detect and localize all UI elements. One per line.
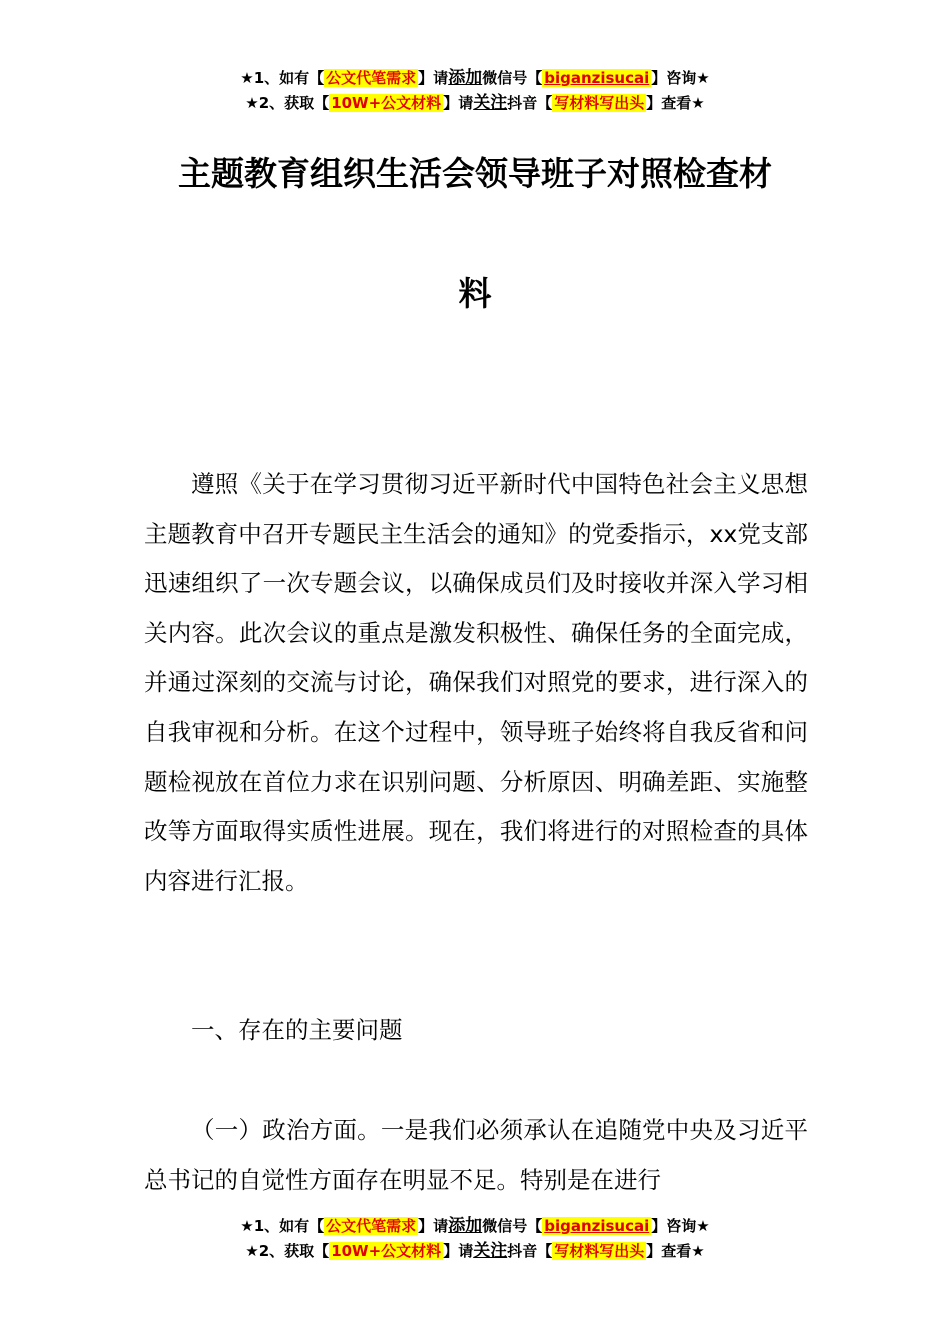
- intro-paragraph: 遵照《关于在学习贯彻习近平新时代中国特色社会主义思想主题教育中召开专题民主生活会的通知》的党委指示，xx党支部迅速组织了一次专题会议，以确保成员们及时接收并深入学习相关内容。此次会议的重点是激发积极性、确保任务的全面完成，并通过深刻的交流与讨论，确保我们对照党的要求，进行深入的自我审视和分析。在这个过程中，领导班子始终将自我反省和问题检视放在首位力求在识别问题、分析原因、明确差距、实施整改等方面取得实质性进展。现在，我们将进行的对照检查的具体内容进行汇报。: [144, 470, 808, 895]
- wechat-id-link[interactable]: biganzisucai: [544, 1217, 650, 1235]
- highlight-writing-service: 公文代笔需求: [326, 1217, 417, 1235]
- footer-banner-line-2: ★2、获取【 10W+公文材料 】请关注抖音【 写材料写出头 】查看★: [245, 1241, 705, 1261]
- emphasis-follow: 关注: [473, 93, 508, 113]
- section-heading: 一、存在的主要问题: [191, 1016, 403, 1044]
- emphasis-add: 添加: [448, 1216, 483, 1236]
- emphasis-add: 添加: [448, 68, 483, 88]
- banner-line-2: ★2、获取【 10W+公文材料 】请关注抖音【 写材料写出头 】查看★: [245, 93, 705, 113]
- douyin-account-highlight: 写材料写出头: [554, 1242, 645, 1260]
- politics-paragraph: （一）政治方面。一是我们必须承认在追随党中央及习近平总书记的自觉性方面存在明显不足。特别是在进行: [144, 1116, 808, 1194]
- highlight-materials: 10W+公文材料: [331, 1242, 442, 1260]
- douyin-account-highlight: 写材料写出头: [554, 94, 645, 112]
- wechat-id-link[interactable]: biganzisucai: [544, 69, 650, 87]
- highlight-materials: 10W+公文材料: [331, 94, 442, 112]
- highlight-writing-service: 公文代笔需求: [326, 69, 417, 87]
- document-title-line-2: 料: [458, 274, 492, 313]
- footer-banner-line-1: ★1、如有【 公文代笔需求 】请添加微信号【 biganzisucai 】咨询★: [240, 1216, 710, 1236]
- document-title-line-1: 主题教育组织生活会领导班子对照检查材: [178, 154, 772, 193]
- header-banner: [0, 66, 950, 116]
- footer-banner: [0, 1214, 950, 1264]
- banner-line-1: ★1、如有【 公文代笔需求 】请添加微信号【 biganzisucai 】咨询★: [240, 68, 710, 88]
- emphasis-follow: 关注: [473, 1241, 508, 1261]
